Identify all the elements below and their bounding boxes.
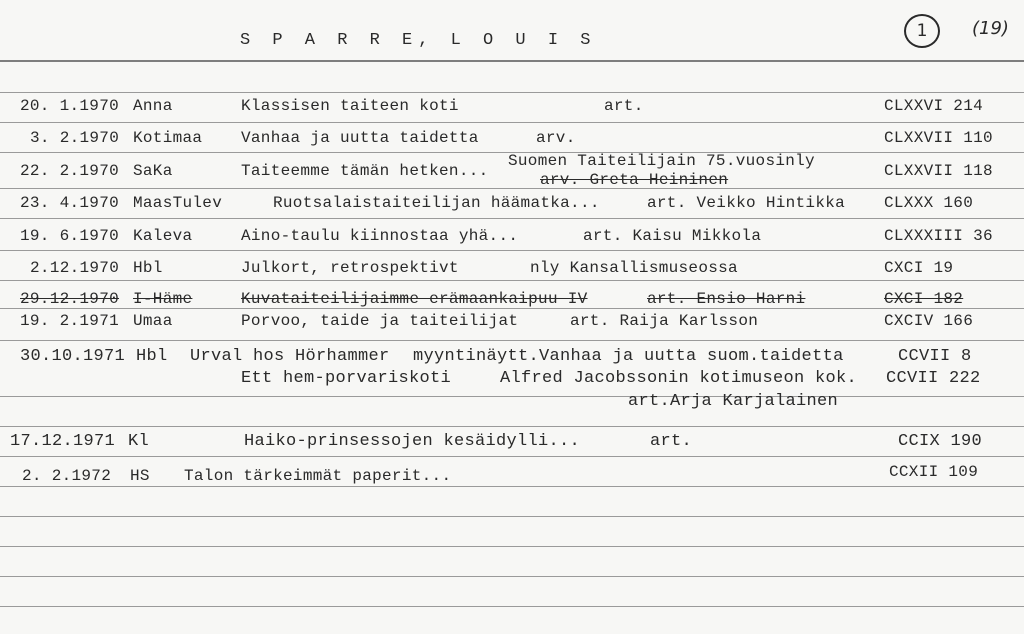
entry-source: Hbl xyxy=(136,347,168,366)
entry-note: art. xyxy=(604,97,644,115)
entry-note-secondary: Alfred Jacobssonin kotimuseon kok. xyxy=(500,369,858,388)
entry-title: Urval hos Hörhammer xyxy=(190,347,390,366)
entry-date: 19. 6.1970 xyxy=(20,227,120,245)
entry-title: Aino-taulu kiinnostaa yhä... xyxy=(241,227,519,245)
entry-note-author: arv. Greta Heininen xyxy=(540,171,729,189)
entry-ref: CLXXX 160 xyxy=(884,194,974,212)
ruled-line xyxy=(0,516,1024,517)
entry-title: Porvoo, taide ja taiteilijat xyxy=(241,312,519,330)
ruled-line xyxy=(0,250,1024,251)
entry-author: art.Arja Karjalainen xyxy=(628,392,839,411)
entry-title: Kuvataiteilijaimme erämaankaipuu IV xyxy=(241,290,588,308)
ruled-line xyxy=(0,122,1024,123)
entry-source: SaKa xyxy=(133,162,173,180)
card-number-handwritten: (19) xyxy=(972,18,1009,39)
card-number-circled: 1 xyxy=(904,14,940,48)
entry-ref: CXCI 19 xyxy=(884,259,954,277)
entry-date: 3. 2.1970 xyxy=(30,129,120,147)
entry-note: myyntinäytt.Vanhaa ja uutta suom.taidetta xyxy=(413,347,844,366)
entry-ref: CLXXVII 110 xyxy=(884,129,993,147)
entry-title: Julkort, retrospektivt xyxy=(241,259,459,277)
entry-ref: CXCIV 166 xyxy=(884,312,974,330)
entry-note: art. xyxy=(650,432,693,451)
entry-date: 23. 4.1970 xyxy=(20,194,120,212)
entry-title: Vanhaa ja uutta taidetta xyxy=(241,129,479,147)
entry-note: art. Raija Karlsson xyxy=(570,312,759,330)
ruled-line xyxy=(0,280,1024,281)
entry-title: Ruotsalaistaiteilijan häämatka... xyxy=(273,194,600,212)
entry-note: art. Kaisu Mikkola xyxy=(583,227,762,245)
entry-note: Suomen Taiteilijain 75.vuosinly xyxy=(508,152,815,170)
entry-ref: CLXXVII 118 xyxy=(884,162,993,180)
entry-note: art. Veikko Hintikka xyxy=(647,194,846,212)
entry-source: Kl xyxy=(128,432,150,451)
entry-ref-secondary: CCVII 222 xyxy=(886,369,981,388)
entry-title: Taiteemme tämän hetken... xyxy=(241,162,489,180)
entry-date: 30.10.1971 xyxy=(20,347,126,366)
entry-note: nly Kansallismuseossa xyxy=(530,259,738,277)
entry-ref: CCXII 109 xyxy=(889,463,979,481)
entry-source: Umaa xyxy=(133,312,173,330)
entry-ref: CLXXXIII 36 xyxy=(884,227,993,245)
ruled-line xyxy=(0,188,1024,189)
ruled-line xyxy=(0,308,1024,309)
ruled-line xyxy=(0,546,1024,547)
entry-ref: CXCI 182 xyxy=(884,290,964,308)
ruled-line xyxy=(0,340,1024,341)
entry-source: Kaleva xyxy=(133,227,193,245)
entry-note: arv. xyxy=(536,129,576,147)
entry-date: 2. 2.1972 xyxy=(22,467,112,485)
entry-title: Haiko-prinsessojen kesäidylli... xyxy=(244,432,581,451)
entry-source: Anna xyxy=(133,97,173,115)
entry-source: HS xyxy=(130,467,150,485)
entry-source: Kotimaa xyxy=(133,129,203,147)
entry-date: 22. 2.1970 xyxy=(20,162,120,180)
card-title: S P A R R E, L O U I S xyxy=(240,31,597,50)
ruled-line xyxy=(0,456,1024,457)
entry-ref: CCVII 8 xyxy=(898,347,972,366)
entry-date: 29.12.1970 xyxy=(20,290,120,308)
header-rule xyxy=(0,60,1024,62)
entry-source: Hbl xyxy=(133,259,163,277)
entry-title: Klassisen taiteen koti xyxy=(241,97,459,115)
entry-date: 17.12.1971 xyxy=(10,432,116,451)
entry-title-secondary: Ett hem-porvariskoti xyxy=(241,369,452,388)
entry-ref: CLXXVI 214 xyxy=(884,97,984,115)
ruled-line xyxy=(0,92,1024,93)
ruled-line xyxy=(0,606,1024,607)
entry-source: MaasTulev xyxy=(133,194,223,212)
entry-date: 20. 1.1970 xyxy=(20,97,120,115)
entry-source: I-Häme xyxy=(133,290,193,308)
ruled-line xyxy=(0,426,1024,427)
ruled-line xyxy=(0,486,1024,487)
ruled-line xyxy=(0,396,1024,397)
entry-title: Talon tärkeimmät paperit... xyxy=(184,467,452,485)
entry-ref: CCIX 190 xyxy=(898,432,983,451)
ruled-line xyxy=(0,218,1024,219)
entry-note: art. Ensio Harni xyxy=(647,290,806,308)
entry-date: 19. 2.1971 xyxy=(20,312,120,330)
ruled-line xyxy=(0,576,1024,577)
entry-date: 2.12.1970 xyxy=(30,259,120,277)
